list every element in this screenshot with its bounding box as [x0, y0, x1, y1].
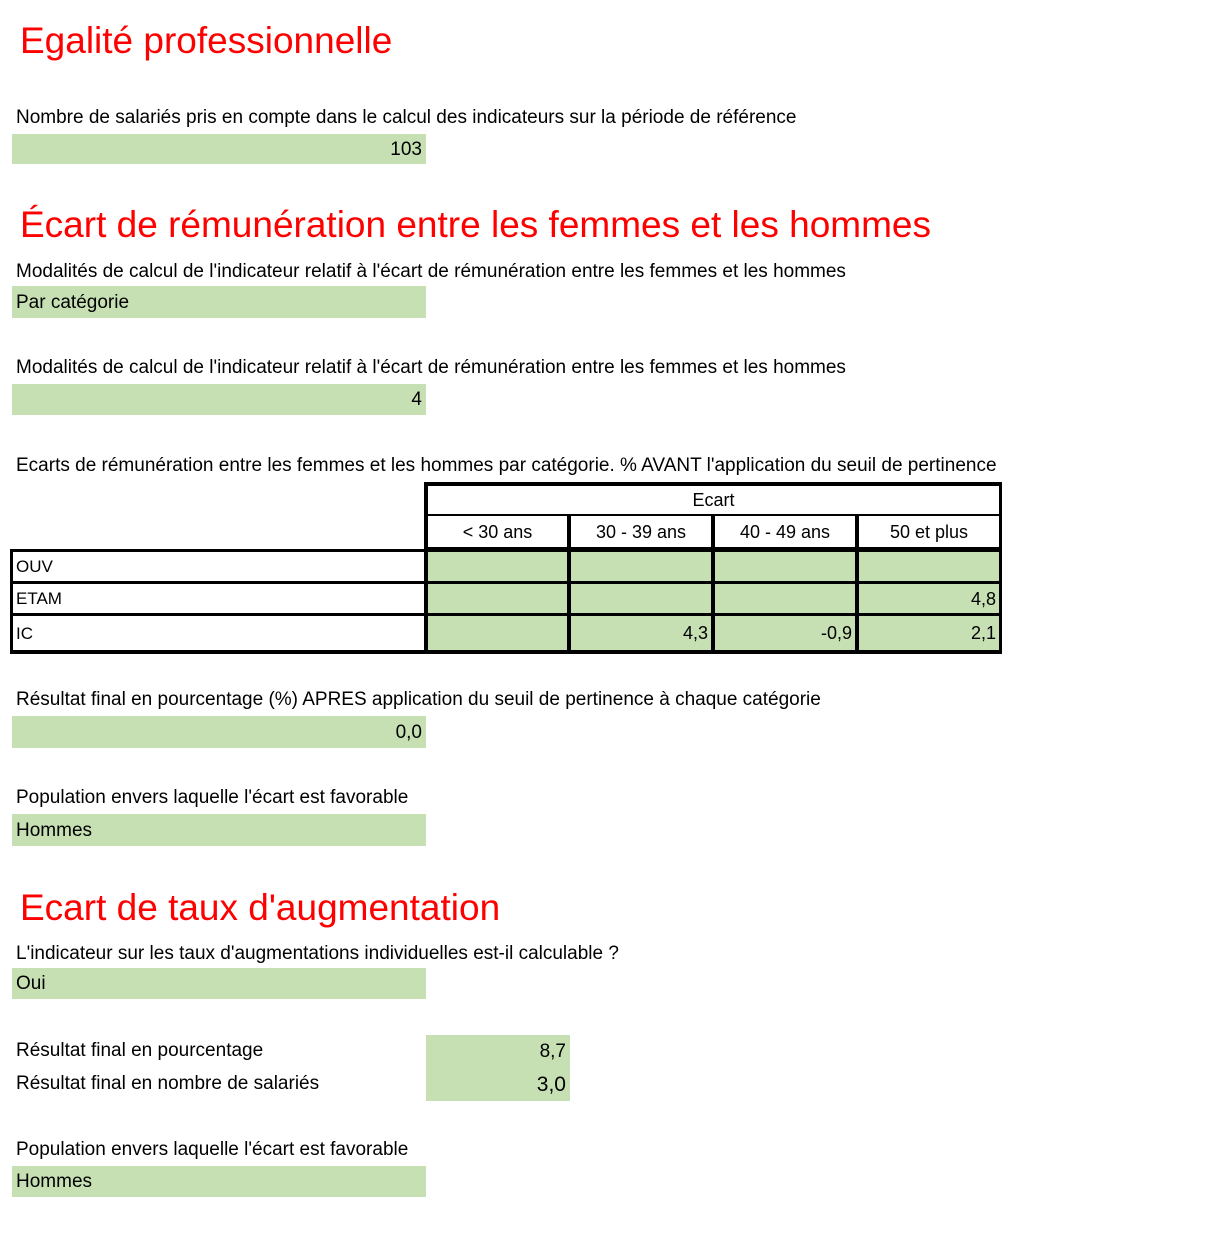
- nb-salaries-cell[interactable]: 103: [12, 134, 426, 164]
- table-cell[interactable]: [715, 584, 855, 613]
- modalites-cell-1[interactable]: Par catégorie: [12, 286, 426, 318]
- row-label-etam: ETAM: [13, 584, 424, 613]
- population-cell-remuneration[interactable]: Hommes: [12, 814, 426, 846]
- table-group-header: Ecart: [428, 486, 999, 514]
- resultat-pct-cell[interactable]: 8,7: [426, 1035, 570, 1068]
- table-cell[interactable]: [571, 552, 711, 581]
- population-label-augmentation: Population envers laquelle l'écart est favorable: [16, 1139, 409, 1160]
- row-label-ic: IC: [13, 616, 424, 650]
- population-cell-augmentation[interactable]: Hommes: [12, 1166, 426, 1197]
- nb-salaries-label: Nombre de salariés pris en compte dans le calcul des indicateurs sur la période de référence: [16, 107, 797, 128]
- calculable-label: L'indicateur sur les taux d'augmentations individuelles est-il calculable ?: [16, 943, 619, 964]
- table-cell[interactable]: [571, 584, 711, 613]
- table-cell[interactable]: [859, 552, 999, 581]
- table-cell[interactable]: 2,1: [859, 616, 999, 650]
- col-header-40-49: 40 - 49 ans: [715, 516, 855, 547]
- table-cell[interactable]: [428, 616, 567, 650]
- section-title-remuneration: Écart de rémunération entre les femmes et les hommes: [20, 204, 931, 245]
- table-cell[interactable]: [428, 552, 567, 581]
- modalites-label-1: Modalités de calcul de l'indicateur relatif à l'écart de rémunération entre les femmes et les hommes: [16, 261, 846, 282]
- table-cell[interactable]: -0,9: [715, 616, 855, 650]
- resultat-nb-label: Résultat final en nombre de salariés: [16, 1073, 320, 1094]
- modalites-label-2: Modalités de calcul de l'indicateur relatif à l'écart de rémunération entre les femmes et les hommes: [16, 357, 846, 378]
- resultat-pct-label: Résultat final en pourcentage: [16, 1040, 264, 1061]
- modalites-cell-2[interactable]: 4: [12, 384, 426, 415]
- table-cell[interactable]: 4,3: [571, 616, 711, 650]
- table-cell[interactable]: 4,8: [859, 584, 999, 613]
- table-cell[interactable]: [715, 552, 855, 581]
- resultat-label: Résultat final en pourcentage (%) APRES application du seuil de pertinence à chaque catégorie: [16, 689, 821, 710]
- resultat-cell[interactable]: 0,0: [12, 716, 426, 748]
- col-header-lt30: < 30 ans: [428, 516, 567, 547]
- row-label-ouv: OUV: [13, 552, 424, 581]
- section-title-egalite: Egalité professionnelle: [20, 20, 393, 61]
- col-header-50plus: 50 et plus: [859, 516, 999, 547]
- table-caption: Ecarts de rémunération entre les femmes et les hommes par catégorie. % AVANT l'application du seuil de pertinence: [16, 455, 997, 476]
- table-cell[interactable]: [428, 584, 567, 613]
- resultat-nb-cell[interactable]: 3,0: [426, 1068, 570, 1101]
- section-title-augmentation: Ecart de taux d'augmentation: [20, 887, 501, 928]
- col-header-30-39: 30 - 39 ans: [571, 516, 711, 547]
- population-label-remuneration: Population envers laquelle l'écart est favorable: [16, 787, 409, 808]
- calculable-cell[interactable]: Oui: [12, 968, 426, 999]
